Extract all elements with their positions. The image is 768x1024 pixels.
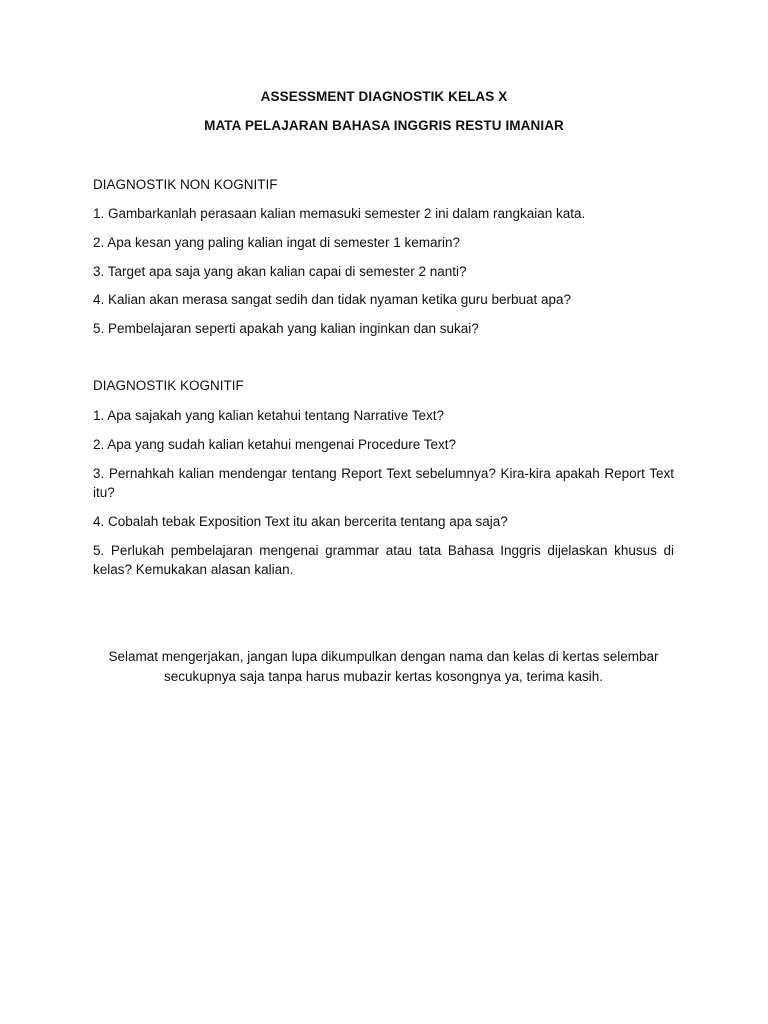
closing-note: Selamat mengerjakan, jangan lupa dikumpulkan dengan nama dan kelas di kertas selembar secukupnya saja tanpa harus mubazir kertas kosongnya ya, terima kasih. [108, 649, 659, 684]
question-item: 1. Gambarkanlah perasaan kalian memasuki semester 2 ini dalam rangkaian kata. [93, 206, 586, 221]
section-heading-kognitif: DIAGNOSTIK KOGNITIF [93, 378, 244, 393]
document-title: ASSESSMENT DIAGNOSTIK KELAS X [260, 89, 508, 104]
question-item: 4. Cobalah tebak Exposition Text itu akan bercerita tentang apa saja? [93, 514, 508, 529]
question-item: 5. Pembelajaran seperti apakah yang kalian inginkan dan sukai? [93, 321, 479, 336]
question-item: 4. Kalian akan merasa sangat sedih dan tidak nyaman ketika guru berbuat apa? [93, 292, 572, 307]
question-item: 2. Apa kesan yang paling kalian ingat di semester 1 kemarin? [93, 235, 460, 250]
section-heading-non-kognitif: DIAGNOSTIK NON KOGNITIF [93, 177, 278, 192]
question-item: 2. Apa yang sudah kalian ketahui mengenai Procedure Text? [93, 437, 457, 452]
document-subtitle: MATA PELAJARAN BAHASA INGGRIS RESTU IMANIAR [204, 118, 564, 133]
question-item: 5. Perlukah pembelajaran mengenai grammar atau tata Bahasa Inggris dijelaskan khusus di kelas? Kemukakan alasan kalian. [93, 543, 674, 577]
question-item: 3. Pernahkah kalian mendengar tentang Report Text sebelumnya? Kira-kira apakah Report Text itu? [93, 466, 674, 500]
question-item: 3. Target apa saja yang akan kalian capai di semester 2 nanti? [93, 264, 467, 279]
question-item: 1. Apa sajakah yang kalian ketahui tentang Narrative Text? [93, 408, 444, 423]
